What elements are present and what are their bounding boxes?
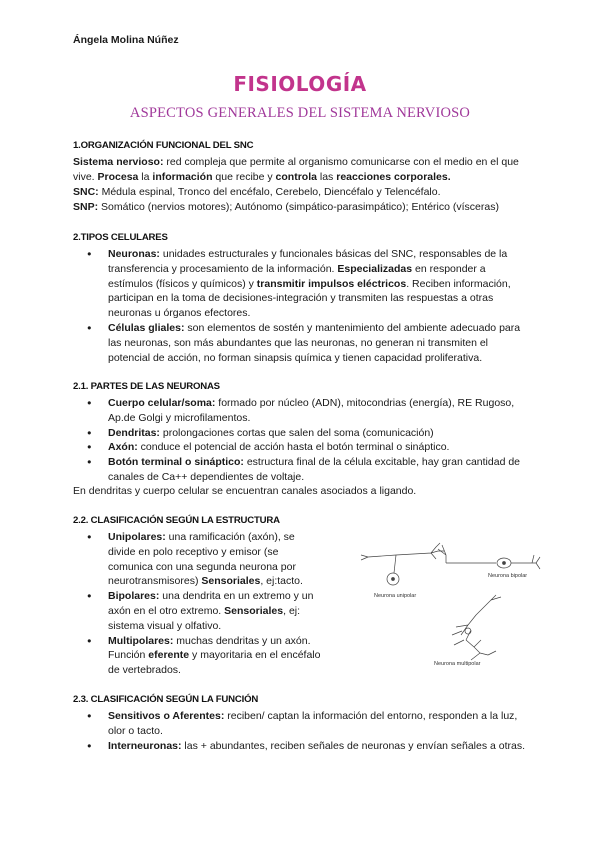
paragraph-sistema-nervioso: Sistema nervioso: red compleja que permite al organismo comunicarse con el medio en el que vive. Procesa la información que recibe y controla las reacciones corporales.	[73, 156, 519, 183]
section-heading-organizacion: 1.ORGANIZACIÓN FUNCIONAL DEL SNC	[73, 140, 254, 151]
list-item-unipolares: ● Unipolares: una ramificación (axón), se divide en polo receptivo y emisor (se comunica con una segunda neurona por neurotransmisores) Sensoriales, ej:tacto.	[73, 530, 323, 589]
multipolar-neuron-drawing	[452, 595, 501, 660]
list-item-cuerpo-celular: ● Cuerpo celular/soma: formado por núcleo (ADN), mitocondrias (energía), RE Rugoso, Ap.de Golgi y microfilamentos.	[73, 396, 528, 426]
label-multipolar: Neurona multipolar	[434, 661, 481, 667]
label-bipolar: Neurona bipolar	[488, 573, 528, 579]
list-tipos-celulares	[73, 247, 528, 365]
paragraph-canales-ligando: En dendritas y cuerpo celular se encuentran canales asociados a ligando.	[73, 485, 417, 497]
unipolar-neuron-drawing	[361, 543, 444, 585]
list-item-axon: ● Axón: conduce el potencial de acción hasta el botón terminal o sináptico.	[73, 440, 528, 455]
list-clasificacion-estructura	[73, 530, 323, 678]
section-heading-tipos-celulares: 2.TIPOS CELULARES	[73, 232, 168, 243]
list-item-multipolares: ● Multipolares: muchas dendritas y un axón. Función eferente y mayoritaria en el encéfalo de vertebrados.	[73, 634, 323, 678]
section-heading-partes-neuronas: 2.1. PARTES DE LAS NEURONAS	[73, 381, 220, 392]
document-title: FISIOLOGÍA	[233, 72, 367, 96]
list-item-bipolares: ● Bipolares: una dendrita en un extremo y un axón en el otro extremo. Sensoriales, ej: sistema visual y olfativo.	[73, 589, 323, 633]
list-item-neuronas: ● Neuronas: unidades estructurales y funcionales básicas del SNC, responsables de la transferencia y procesamiento de la información. Especializadas en responder a estímulos (físicos y químicos) y transmitir impulsos eléctricos. Reciben información, participan en la toma de decisiones-integración y transmiten las respuestas a otras neuronas u órganos efectores.	[73, 247, 528, 321]
author-name: Ángela Molina Núñez	[73, 34, 179, 46]
paragraph-snp: SNP: Somático (nervios motores); Autónomo (simpático-parasimpático); Entérico (vísceras)	[73, 201, 499, 213]
list-item-celulas-gliales: ● Células gliales: son elementos de sostén y mantenimiento del ambiente adecuado para las neuronas, son más abundantes que las neuronas, no generan ni transmiten el potencial de acción, no forman sinapsis química y tienen capacidad proliferativa.	[73, 321, 528, 365]
neuron-types-figure	[356, 535, 541, 670]
list-item-interneuronas: ● Interneuronas: las + abundantes, reciben señales de neuronas y envían señales a otras.	[73, 739, 528, 754]
bipolar-neuron-drawing	[438, 545, 540, 569]
section-organizacion-body	[73, 155, 528, 215]
document-subtitle: ASPECTOS GENERALES DEL SISTEMA NERVIOSO	[129, 105, 471, 121]
list-item-dendritas: ● Dendritas: prolongaciones cortas que salen del soma (comunicación)	[73, 426, 528, 441]
list-partes-neuronas	[73, 396, 528, 485]
list-clasificacion-funcion	[73, 709, 528, 753]
list-item-boton-terminal: ● Botón terminal o sináptico: estructura final de la célula excitable, hay gran cantidad de canales de Ca++ dependientes de voltaje.	[73, 455, 528, 485]
section-heading-clasificacion-estructura: 2.2. CLASIFICACIÓN SEGÚN LA ESTRUCTURA	[73, 515, 280, 526]
list-item-sensitivos: ● Sensitivos o Aferentes: reciben/ captan la información del entorno, responden a la luz, olor o tacto.	[73, 709, 528, 739]
section-heading-clasificacion-funcion: 2.3. CLASIFICACIÓN SEGÚN LA FUNCIÓN	[73, 694, 259, 705]
paragraph-snc: SNC: Médula espinal, Tronco del encéfalo, Cerebelo, Diencéfalo y Telencéfalo.	[73, 186, 441, 198]
label-unipolar: Neurona unipolar	[374, 593, 417, 599]
